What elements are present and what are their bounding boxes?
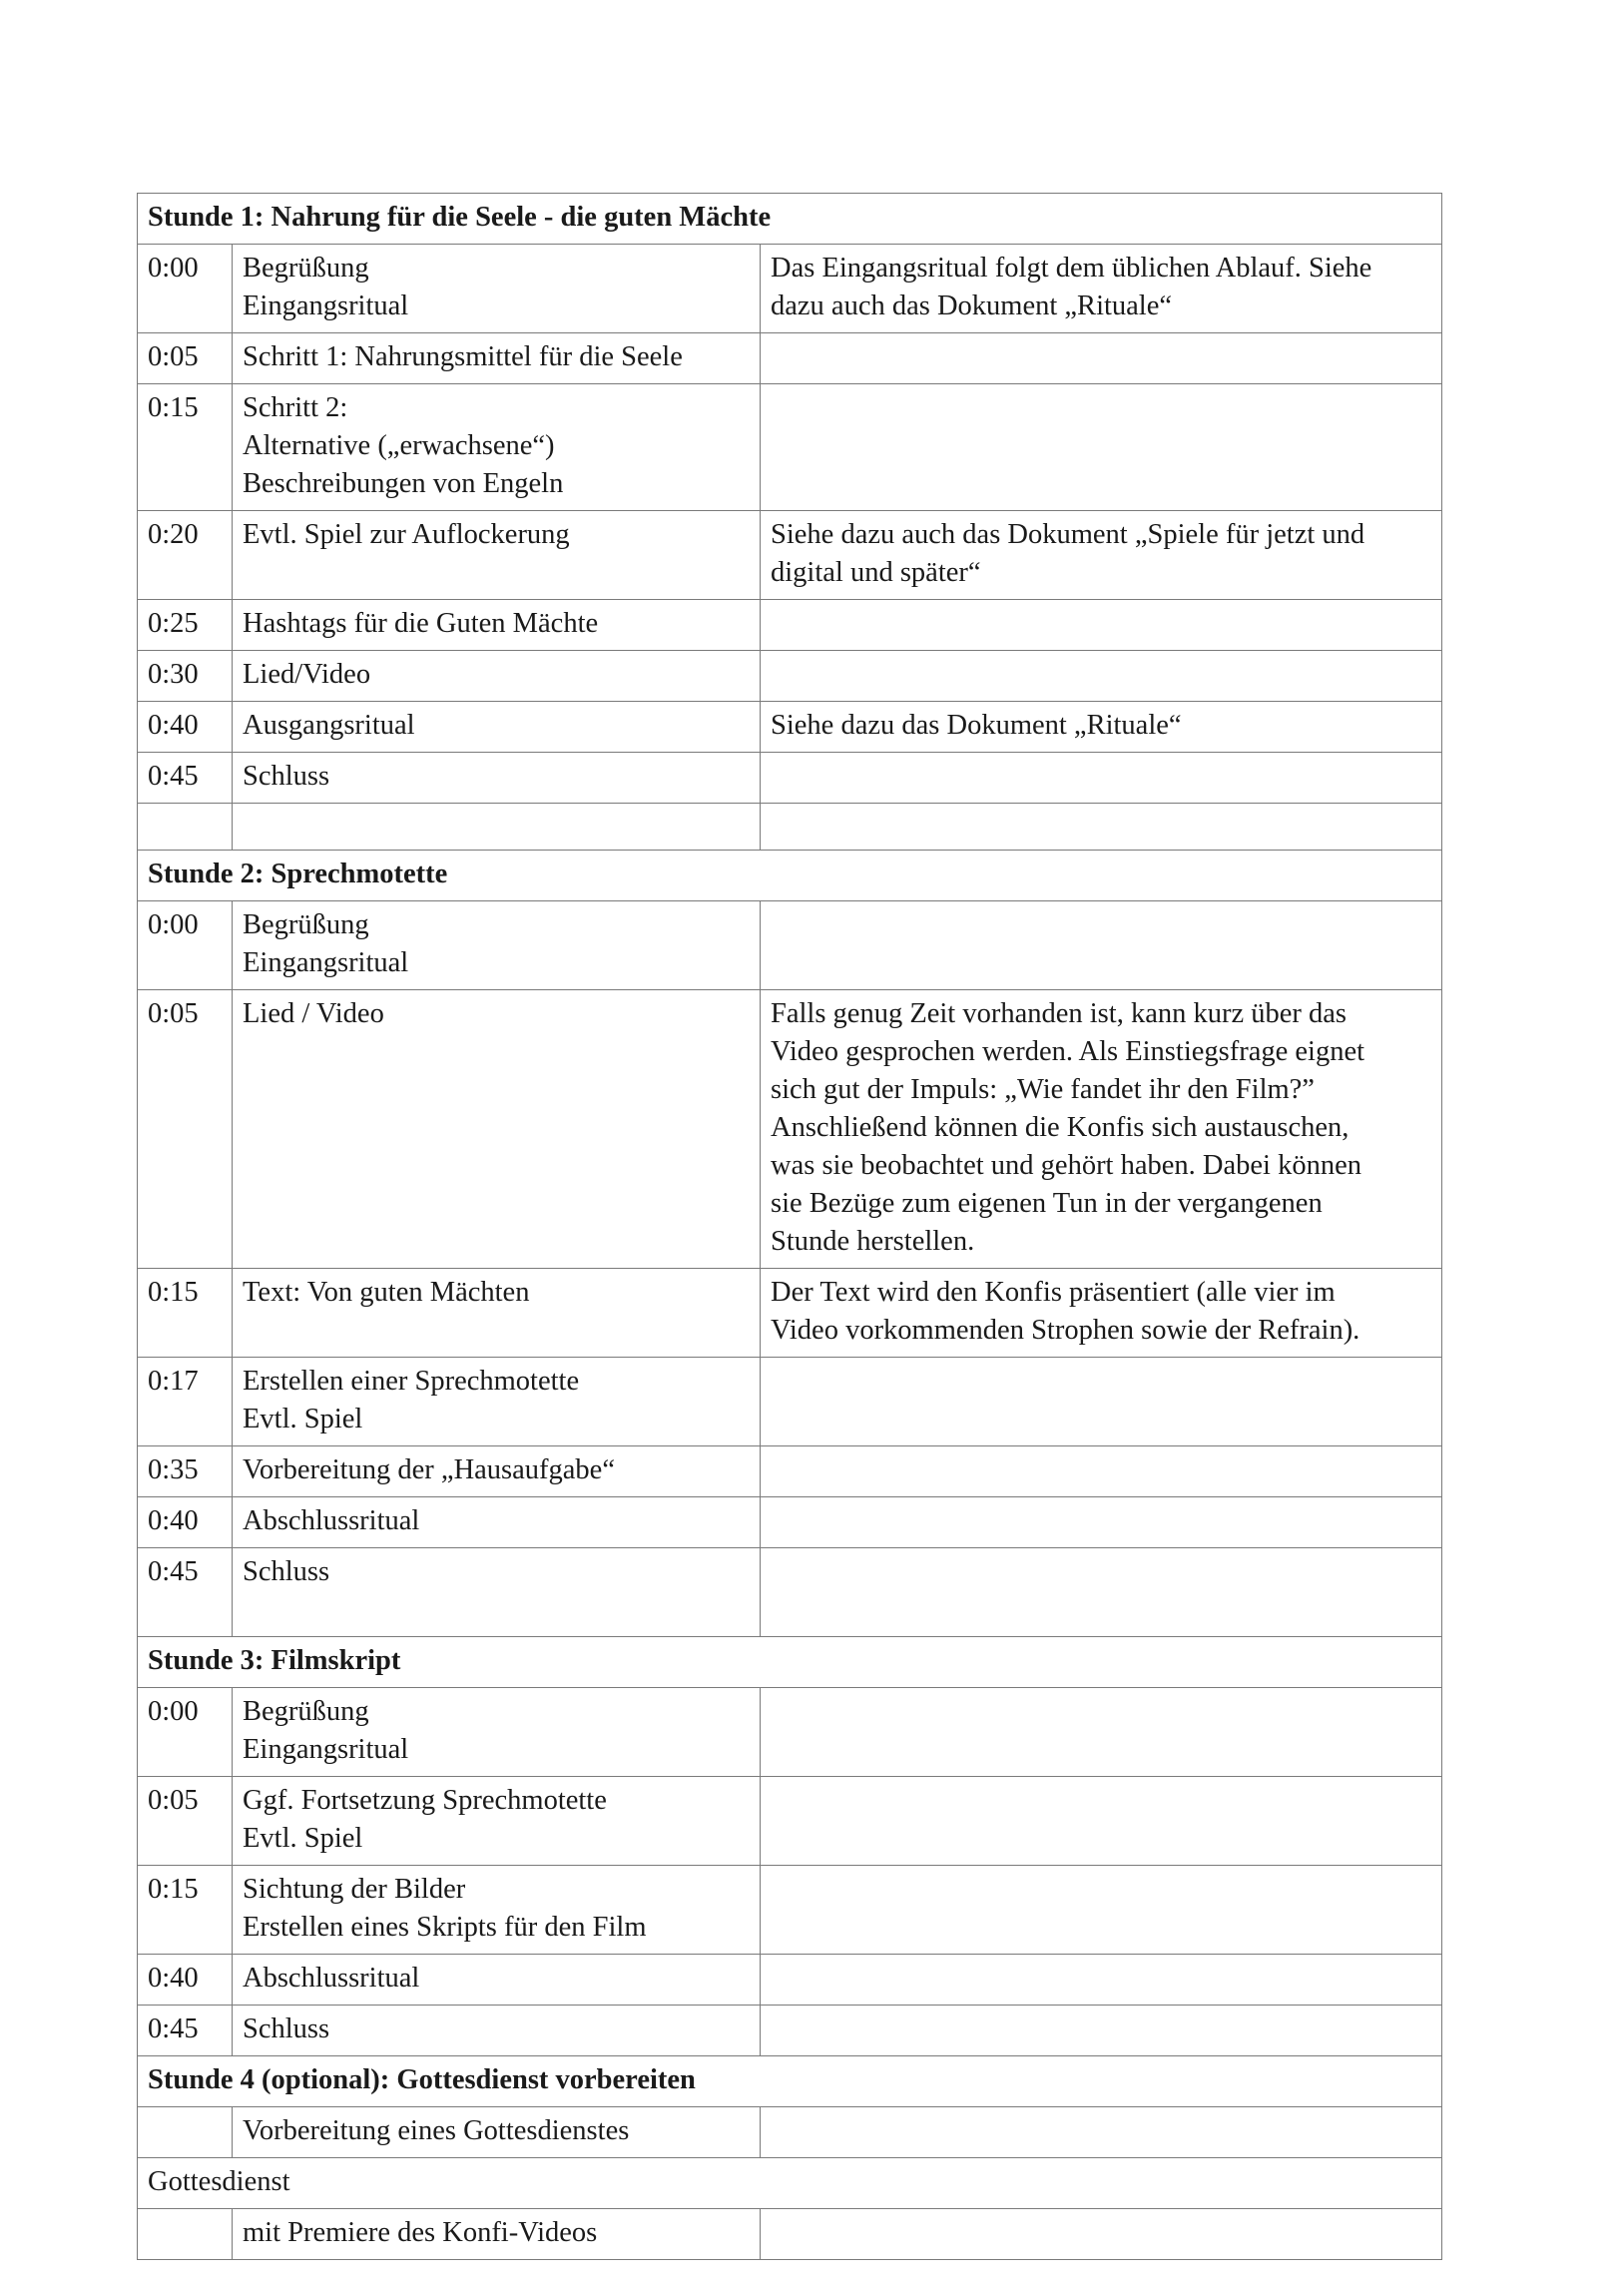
activity-cell — [233, 990, 761, 1269]
activity-cell — [233, 2107, 761, 2158]
note-cell — [761, 901, 1442, 990]
activity-cell — [233, 804, 761, 851]
activity-line: Evtl. Spiel — [243, 1404, 363, 1435]
activity-line: Alternative („erwachsene“) — [243, 430, 555, 461]
activity-cell — [233, 1497, 761, 1548]
time-cell: 0:40 — [138, 702, 233, 753]
note-line: Anschließend können die Konfis sich austauschen, — [771, 1112, 1350, 1143]
time-cell: 0:45 — [138, 1548, 233, 1637]
activity-line: Schritt 2: — [243, 392, 348, 423]
activity-line: Evtl. Spiel — [243, 1823, 363, 1854]
activity-line: Schritt 1: Nahrungsmittel für die Seele — [243, 341, 683, 372]
note-cell — [761, 600, 1442, 651]
table-row — [138, 511, 1442, 600]
note-line: sich gut der Impuls: „Wie fandet ihr den Film?” — [771, 1074, 1315, 1105]
note-cell — [761, 2006, 1442, 2056]
note-cell — [761, 651, 1442, 702]
time-cell: 0:00 — [138, 245, 233, 333]
table-row — [138, 1777, 1442, 1866]
table-row — [138, 600, 1442, 651]
activity-cell — [233, 1269, 761, 1358]
section-title: Gottesdienst — [138, 2158, 1442, 2209]
activity-line: Eingangsritual — [243, 947, 409, 978]
note-cell — [761, 333, 1442, 384]
section-title: Stunde 2: Sprechmotette — [138, 851, 1442, 901]
activity-line: Abschlussritual — [243, 1963, 420, 1994]
note-cell — [761, 1358, 1442, 1446]
note-line: Siehe dazu das Dokument „Rituale“ — [771, 710, 1182, 741]
activity-cell — [233, 901, 761, 990]
table-row — [138, 1866, 1442, 1955]
time-cell: 0:05 — [138, 333, 233, 384]
note-cell — [761, 702, 1442, 753]
note-line: Siehe dazu auch das Dokument „Spiele für jetzt und — [771, 519, 1365, 550]
activity-line: Erstellen einer Sprechmotette — [243, 1366, 580, 1397]
note-line: Falls genug Zeit vorhanden ist, kann kurz über das — [771, 998, 1347, 1029]
table-row — [138, 1446, 1442, 1497]
section-header-row — [138, 194, 1442, 245]
activity-line — [243, 1591, 750, 1629]
section-header-row — [138, 2158, 1442, 2209]
activity-line: Begrüßung — [243, 253, 369, 284]
time-cell: 0:05 — [138, 990, 233, 1269]
note-cell — [761, 753, 1442, 804]
activity-cell — [233, 1955, 761, 2006]
table-row — [138, 384, 1442, 511]
activity-cell — [233, 1777, 761, 1866]
activity-line: Hashtags für die Guten Mächte — [243, 608, 599, 639]
time-cell: 0:17 — [138, 1358, 233, 1446]
note-line: Video gesprochen werden. Als Einstiegsfrage eignet — [771, 1036, 1365, 1067]
note-cell — [761, 804, 1442, 851]
note-cell — [761, 245, 1442, 333]
table-row — [138, 2107, 1442, 2158]
time-cell: 0:45 — [138, 753, 233, 804]
activity-cell — [233, 511, 761, 600]
activity-line: Eingangsritual — [243, 1734, 409, 1765]
time-cell: 0:45 — [138, 2006, 233, 2056]
activity-line: Schluss — [243, 2013, 330, 2044]
activity-line: Erstellen eines Skripts für den Film — [243, 1912, 647, 1943]
table-row — [138, 2006, 1442, 2056]
lesson-plan-body — [138, 194, 1442, 2260]
note-line: sie Bezüge zum eigenen Tun in der vergangenen — [771, 1188, 1323, 1219]
activity-cell — [233, 651, 761, 702]
table-row — [138, 804, 1442, 851]
table-row — [138, 651, 1442, 702]
activity-line: Evtl. Spiel zur Auflockerung — [243, 519, 570, 550]
activity-cell — [233, 1358, 761, 1446]
time-cell: 0:25 — [138, 600, 233, 651]
activity-line: Schluss — [243, 1556, 330, 1587]
time-cell — [138, 2107, 233, 2158]
note-cell — [761, 1688, 1442, 1777]
note-line: dazu auch das Dokument „Rituale“ — [771, 290, 1173, 321]
note-line: Der Text wird den Konfis präsentiert (alle vier im — [771, 1277, 1336, 1308]
section-title: Stunde 3: Filmskript — [138, 1637, 1442, 1688]
time-cell: 0:30 — [138, 651, 233, 702]
table-row — [138, 1358, 1442, 1446]
note-cell — [761, 1955, 1442, 2006]
lesson-plan-table — [137, 193, 1442, 2260]
activity-line: Abschlussritual — [243, 1505, 420, 1536]
note-cell — [761, 384, 1442, 511]
activity-line: Eingangsritual — [243, 290, 409, 321]
activity-line: Begrüßung — [243, 1696, 369, 1727]
time-cell: 0:15 — [138, 384, 233, 511]
section-title: Stunde 1: Nahrung für die Seele - die guten Mächte — [138, 194, 1442, 245]
activity-cell — [233, 702, 761, 753]
note-cell — [761, 511, 1442, 600]
table-row — [138, 1688, 1442, 1777]
note-line: was sie beobachtet und gehört haben. Dabei können — [771, 1150, 1361, 1181]
activity-line: Vorbereitung der „Hausaufgabe“ — [243, 1454, 615, 1485]
activity-line: mit Premiere des Konfi-Videos — [243, 2217, 598, 2248]
note-cell — [761, 990, 1442, 1269]
time-cell — [138, 804, 233, 851]
time-cell: 0:20 — [138, 511, 233, 600]
note-line: digital und später“ — [771, 557, 981, 588]
activity-line: Text: Von guten Mächten — [243, 1277, 530, 1308]
time-cell: 0:15 — [138, 1269, 233, 1358]
activity-cell — [233, 245, 761, 333]
activity-cell — [233, 1688, 761, 1777]
note-cell — [761, 1446, 1442, 1497]
activity-line: Vorbereitung eines Gottesdienstes — [243, 2115, 630, 2146]
section-header-row — [138, 2056, 1442, 2107]
note-cell — [761, 1497, 1442, 1548]
activity-cell — [233, 600, 761, 651]
activity-cell — [233, 333, 761, 384]
time-cell: 0:40 — [138, 1497, 233, 1548]
table-row — [138, 2209, 1442, 2260]
activity-cell — [233, 753, 761, 804]
activity-line: Sichtung der Bilder — [243, 1874, 466, 1905]
table-row — [138, 1955, 1442, 2006]
activity-line: Beschreibungen von Engeln — [243, 468, 564, 499]
section-header-row — [138, 851, 1442, 901]
activity-line: Schluss — [243, 761, 330, 792]
table-row — [138, 1497, 1442, 1548]
time-cell: 0:15 — [138, 1866, 233, 1955]
time-cell: 0:40 — [138, 1955, 233, 2006]
time-cell: 0:00 — [138, 1688, 233, 1777]
activity-cell — [233, 384, 761, 511]
table-row — [138, 1548, 1442, 1637]
note-line: Das Eingangsritual folgt dem üblichen Ablauf. Siehe — [771, 253, 1372, 284]
note-line: Stunde herstellen. — [771, 1226, 975, 1257]
activity-cell — [233, 1548, 761, 1637]
activity-line: Begrüßung — [243, 909, 369, 940]
table-row — [138, 753, 1442, 804]
activity-cell — [233, 2006, 761, 2056]
note-cell — [761, 1866, 1442, 1955]
note-cell — [761, 2209, 1442, 2260]
note-line: Video vorkommenden Strophen sowie der Refrain). — [771, 1315, 1360, 1346]
activity-cell — [233, 2209, 761, 2260]
time-cell — [138, 2209, 233, 2260]
time-cell: 0:35 — [138, 1446, 233, 1497]
activity-cell — [233, 1446, 761, 1497]
activity-cell — [233, 1866, 761, 1955]
activity-line: Ausgangsritual — [243, 710, 415, 741]
table-row — [138, 990, 1442, 1269]
table-row — [138, 1269, 1442, 1358]
activity-line: Ggf. Fortsetzung Sprechmotette — [243, 1785, 607, 1816]
activity-line: Lied/Video — [243, 659, 371, 690]
note-cell — [761, 1269, 1442, 1358]
section-title: Stunde 4 (optional): Gottesdienst vorbereiten — [138, 2056, 1442, 2107]
section-header-row — [138, 1637, 1442, 1688]
table-row — [138, 901, 1442, 990]
note-cell — [761, 1777, 1442, 1866]
activity-line: Lied / Video — [243, 998, 384, 1029]
table-row — [138, 702, 1442, 753]
time-cell: 0:05 — [138, 1777, 233, 1866]
time-cell: 0:00 — [138, 901, 233, 990]
table-row — [138, 333, 1442, 384]
note-cell — [761, 2107, 1442, 2158]
note-cell — [761, 1548, 1442, 1637]
table-row — [138, 245, 1442, 333]
